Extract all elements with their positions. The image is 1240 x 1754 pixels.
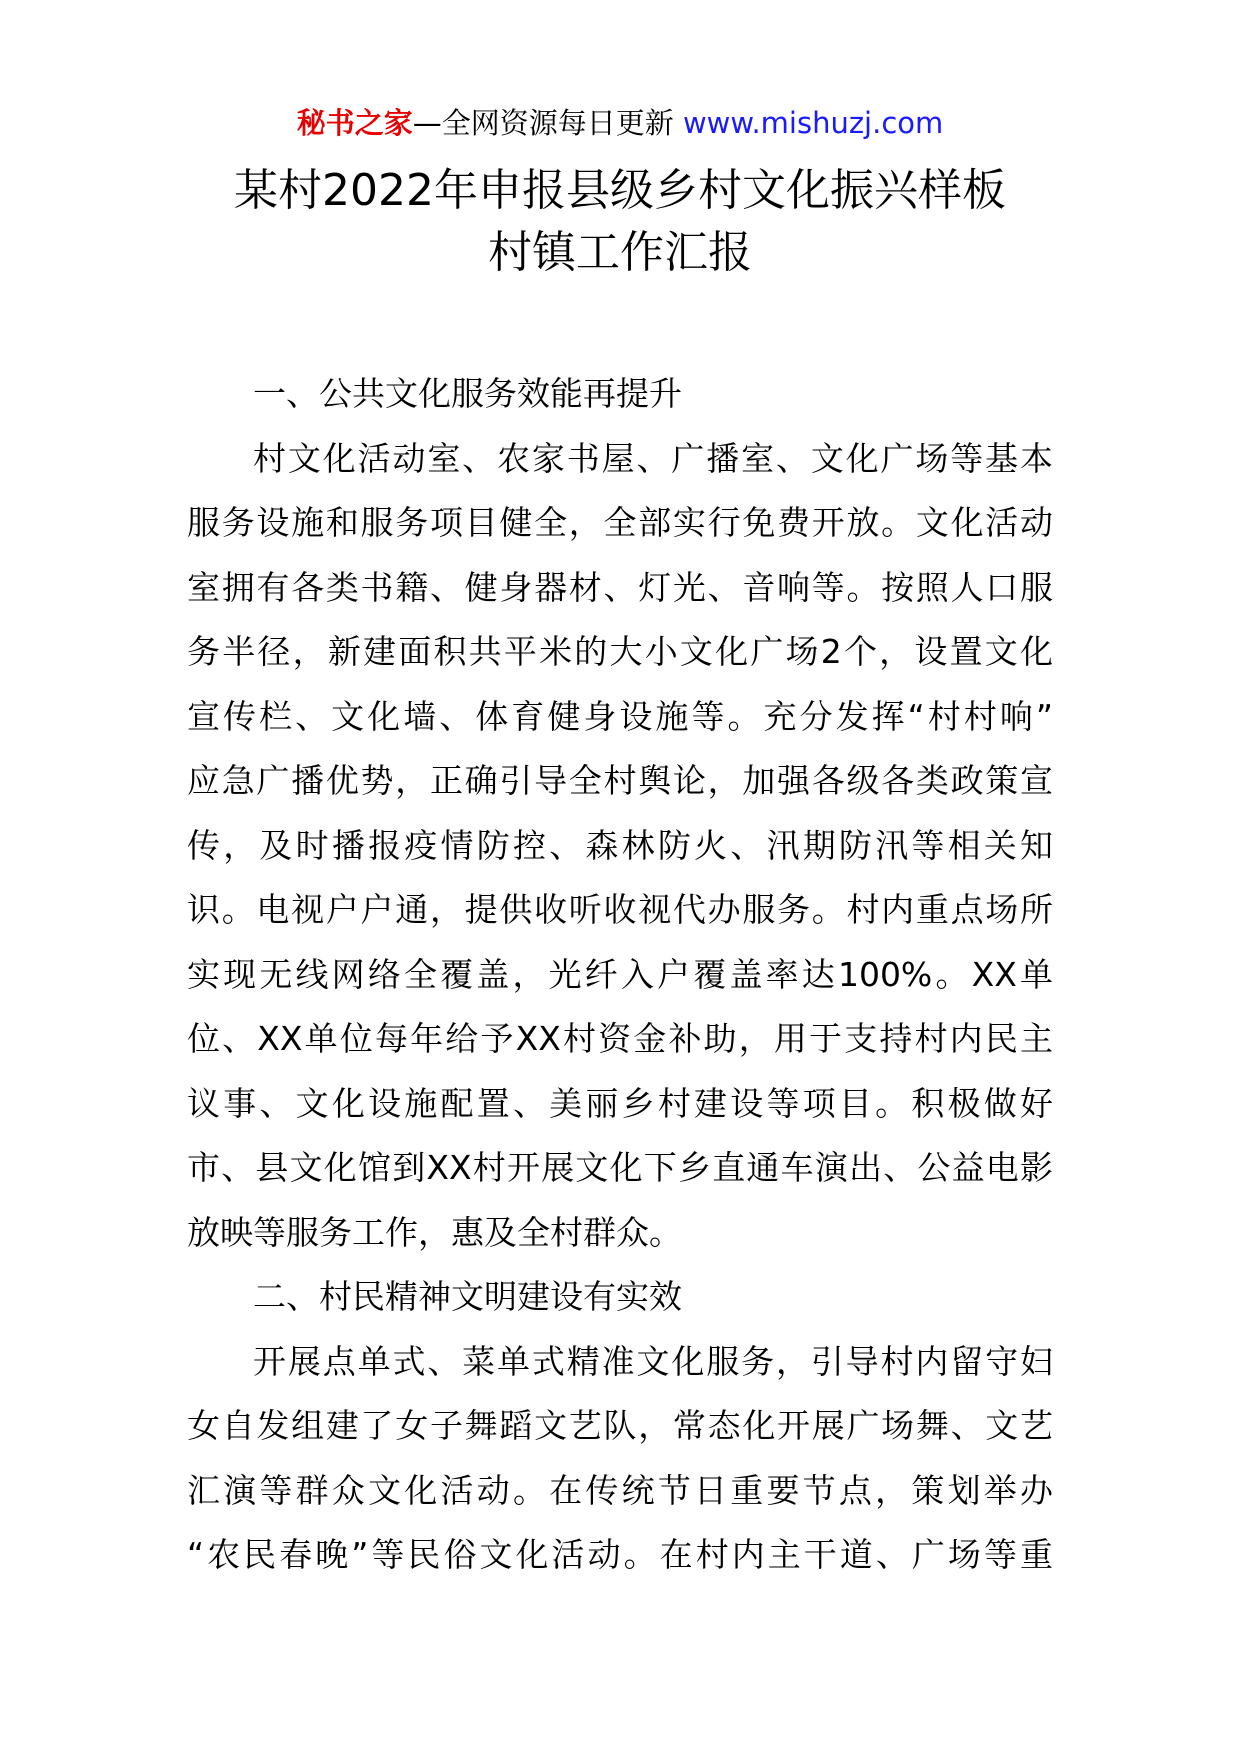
document-title [0, 160, 1240, 284]
paragraph-line: 服务设施和服务项目健全，全部实行免费开放。文化活动 [187, 503, 1053, 542]
site-url-link[interactable]: www.mishuzj.com [682, 106, 944, 140]
section-heading-1: 一、公共文化服务效能再提升 [253, 374, 682, 413]
paragraph-line: “农民春晚”等民俗文化活动。在村内主干道、广场等重 [187, 1535, 1053, 1574]
paragraph-line: 开展点单式、菜单式精准文化服务，引导村内留守妇 [253, 1341, 1053, 1381]
paragraph-line: 识。电视户户通，提供收听收视代办服务。村内重点场所 [187, 890, 1053, 929]
paragraph-line: 室拥有各类书籍、健身器材、灯光、音响等。按照人口服 [187, 567, 1053, 607]
paragraph-line: 女自发组建了女子舞蹈文艺队，常态化开展广场舞、文艺 [187, 1406, 1053, 1445]
site-slogan: —全网资源每日更新 [412, 106, 674, 140]
paragraph-line: 宣传栏、文化墙、体育健身设施等。充分发挥“村村响” [187, 696, 1053, 736]
paragraph-line-last: 放映等服务工作，惠及全村群众。 [187, 1212, 682, 1252]
paragraph-line: 务半径，新建面积共平米的大小文化广场2个，设置文化 [187, 632, 1053, 671]
section-heading-2: 二、村民精神文明建设有实效 [253, 1277, 682, 1316]
title-line-1: 某村2022年申报县级乡村文化振兴样板 [234, 165, 1006, 216]
paragraph-line: 汇演等群众文化活动。在传统节日重要节点，策划举办 [187, 1470, 1053, 1510]
paragraph-line: 议事、文化设施配置、美丽乡村建设等项目。积极做好 [187, 1083, 1053, 1123]
paragraph-line: 市、县文化馆到XX村开展文化下乡直通车演出、公益电影 [187, 1148, 1053, 1187]
paragraph-line: 村文化活动室、农家书屋、广播室、文化广场等基本 [253, 438, 1053, 478]
paragraph-line: 位、XX单位每年给予XX村资金补助，用于支持村内民主 [187, 1019, 1053, 1058]
paragraph-line: 传，及时播报疫情防控、森林防火、汛期防汛等相关知 [187, 825, 1053, 865]
title-line-2: 村镇工作汇报 [488, 227, 752, 278]
document-body [187, 362, 1053, 1588]
paragraph-line: 实现无线网络全覆盖，光纤入户覆盖率达100%。XX单 [187, 954, 1053, 994]
paragraph-line: 应急广播优势，正确引导全村舆论，加强各级各类政策宣 [187, 761, 1053, 800]
site-brand: 秘书之家 [296, 106, 413, 140]
site-header [0, 103, 1240, 143]
